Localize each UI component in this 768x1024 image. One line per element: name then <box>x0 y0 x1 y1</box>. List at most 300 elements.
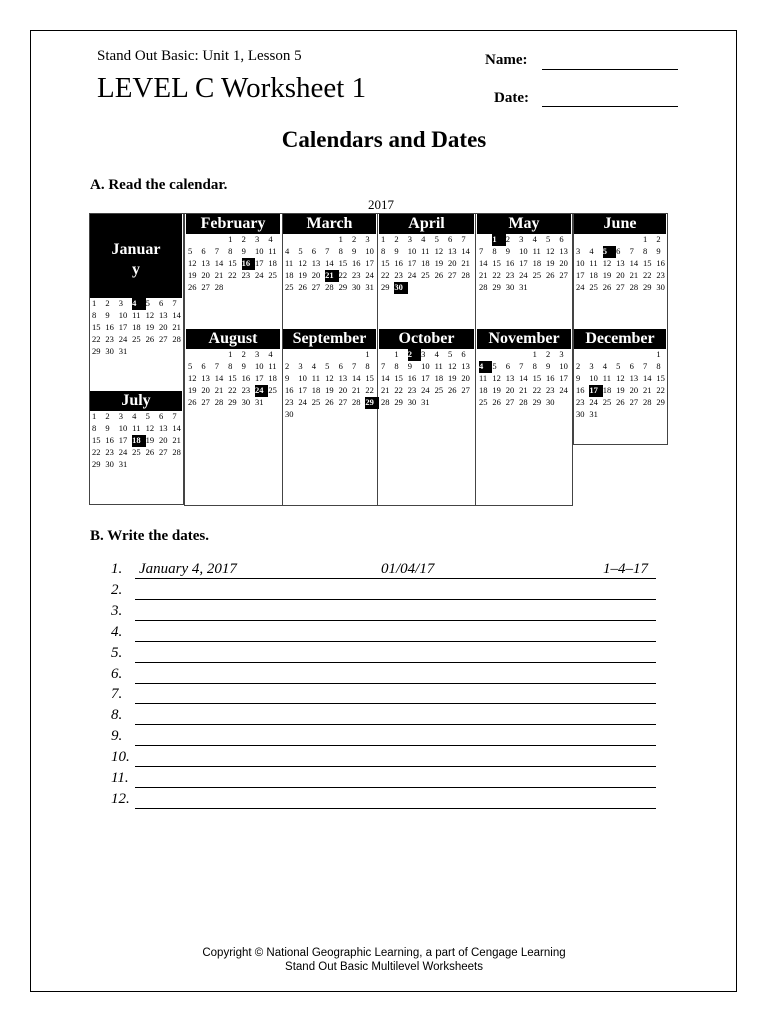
calendar-day: 5 <box>616 360 621 371</box>
calendar-day: 22 <box>492 269 501 280</box>
calendar-day: 19 <box>145 321 155 332</box>
footer-series: Stand Out Basic Multilevel Worksheets <box>285 961 483 973</box>
calendar-day: 21 <box>461 257 470 268</box>
calendar-day: 31 <box>589 408 598 419</box>
calendar-day: 26 <box>298 281 307 292</box>
calendar-day: 24 <box>254 269 264 280</box>
calendar-day: 11 <box>602 372 611 383</box>
calendar-day: 25 <box>285 281 294 292</box>
calendar-day: 9 <box>285 372 290 383</box>
answer-rule <box>135 766 656 767</box>
calendar-day: 12 <box>188 372 197 383</box>
calendar-day: 10 <box>589 372 598 383</box>
calendar-day: 5 <box>145 298 150 308</box>
answer-rule <box>135 808 656 809</box>
calendar-day: 2 <box>105 411 110 421</box>
calendar-day: 28 <box>519 396 528 407</box>
calendar-day: 16 <box>545 372 555 383</box>
calendar-day: 24 <box>298 396 307 407</box>
calendar-day: 16 <box>394 257 403 268</box>
calendar-day: 1 <box>92 411 97 421</box>
calendar-day: 2 <box>408 349 421 361</box>
calendar-day: 6 <box>505 360 511 371</box>
calendar-day: 27 <box>338 396 348 407</box>
calendar-day: 2 <box>576 360 581 371</box>
calendar-day: 16 <box>241 372 251 383</box>
calendar-day: 17 <box>254 372 264 383</box>
calendar-day: 16 <box>351 257 361 268</box>
calendar-month <box>477 214 571 294</box>
calendar-day: 16 <box>105 321 114 332</box>
answer-rule <box>135 599 656 600</box>
lesson-subtitle: Stand Out Basic: Unit 1, Lesson 5 <box>97 48 302 64</box>
calendar-day: 4 <box>602 360 608 371</box>
calendar-day: 8 <box>228 245 233 256</box>
calendar-day: 27 <box>629 396 639 407</box>
calendar-day: 18 <box>268 372 277 383</box>
calendar-day: 3 <box>559 349 564 359</box>
calendar-day: 20 <box>629 384 639 395</box>
calendar-day: 18 <box>434 372 444 383</box>
calendar-day: 19 <box>434 257 444 268</box>
calendar-day: 31 <box>519 281 528 292</box>
date-answer-line[interactable] <box>111 686 656 707</box>
calendar-day: 19 <box>188 269 197 280</box>
answer-rule <box>135 787 656 788</box>
date-answer-line[interactable] <box>111 749 656 770</box>
calendar-day: 19 <box>492 384 501 395</box>
calendar-day: 7 <box>629 245 634 256</box>
calendar-day: 22 <box>656 384 665 395</box>
calendar-day: 13 <box>201 372 210 383</box>
example-numeric-date: 01/04/17 <box>381 561 435 577</box>
calendar-day: 24 <box>118 333 128 344</box>
calendar-day: 17 <box>576 269 585 280</box>
calendar-day: 25 <box>532 269 542 280</box>
calendar-month <box>90 391 182 471</box>
calendar-day: 15 <box>228 372 237 383</box>
line-number: 9. <box>111 728 123 745</box>
calendar-day: 5 <box>325 360 330 371</box>
month-name: March <box>283 214 376 234</box>
calendar-day: 25 <box>311 396 321 407</box>
calendar-day: 1 <box>394 349 399 359</box>
date-answer-line[interactable] <box>111 728 656 749</box>
calendar-day: 25 <box>434 384 444 395</box>
calendar-day: 12 <box>298 257 307 268</box>
calendar-day: 28 <box>214 281 224 292</box>
calendar-day: 26 <box>602 281 612 292</box>
calendar-day: 27 <box>158 446 168 457</box>
line-number: 6. <box>111 665 123 682</box>
calendar-day: 15 <box>338 257 348 268</box>
calendar-day: 28 <box>461 269 470 280</box>
calendar-day: 24 <box>519 269 528 280</box>
calendar-day: 6 <box>201 360 206 371</box>
calendar-day: 7 <box>461 234 466 244</box>
calendar-day: 27 <box>505 396 515 407</box>
calendar-day: 24 <box>118 446 128 457</box>
calendar-day: 27 <box>311 281 321 292</box>
calendar-day: 8 <box>338 245 343 256</box>
section-b-title: B. Write the dates. <box>90 528 210 544</box>
calendar-day: 8 <box>532 360 537 371</box>
calendar-day: 6 <box>338 360 343 371</box>
calendar-day: 21 <box>325 270 338 282</box>
calendar-day: 6 <box>616 245 621 256</box>
calendar-day: 18 <box>421 257 430 268</box>
calendar-day: 10 <box>298 372 307 383</box>
calendar-day: 24 <box>576 281 585 292</box>
calendar-day: 17 <box>559 372 568 383</box>
calendar-day: 13 <box>311 257 321 268</box>
calendar-day: 26 <box>188 396 197 407</box>
calendar-day: 14 <box>629 257 639 268</box>
calendar-day: 17 <box>298 384 307 395</box>
calendar-day: 21 <box>214 269 224 280</box>
page-heading: Calendars and Dates <box>281 127 487 152</box>
calendar-day: 3 <box>576 245 581 256</box>
calendar-day: 13 <box>559 245 568 256</box>
calendar-day: 22 <box>92 446 101 457</box>
calendar-day: 12 <box>434 245 444 256</box>
calendar-day: 1 <box>656 349 661 359</box>
calendar-day: 14 <box>172 422 181 433</box>
calendar-day: 25 <box>589 281 598 292</box>
calendar-day: 18 <box>589 269 598 280</box>
calendar-day: 13 <box>629 372 639 383</box>
calendar-day: 13 <box>616 257 625 268</box>
month-name: September <box>283 329 376 349</box>
calendar-day: 6 <box>447 234 453 244</box>
calendar-day: 9 <box>407 360 413 371</box>
calendar-day: 6 <box>559 234 564 244</box>
answer-rule <box>135 724 656 725</box>
calendar-day: 15 <box>656 372 665 383</box>
calendar-day: 23 <box>576 396 585 407</box>
calendar-day: 4 <box>268 234 273 244</box>
calendar-day: 27 <box>616 281 625 292</box>
answer-rule <box>135 745 656 746</box>
calendar-day: 16 <box>242 258 255 270</box>
calendar-day: 23 <box>407 384 417 395</box>
calendar-day: 25 <box>268 269 277 280</box>
section-a-title: A. Read the calendar. <box>90 177 228 193</box>
calendar-day: 1 <box>228 349 233 359</box>
calendar-day: 31 <box>118 345 128 356</box>
calendar-day: 10 <box>254 360 264 371</box>
calendar-day: 13 <box>158 422 168 433</box>
calendar-day: 25 <box>479 396 488 407</box>
calendar-day: 29 <box>381 281 390 292</box>
calendar-day: 21 <box>214 384 224 395</box>
calendar-day: 12 <box>492 372 501 383</box>
calendar-day: 19 <box>325 384 334 395</box>
calendar-day: 16 <box>656 257 665 268</box>
calendar-day: 15 <box>532 372 542 383</box>
calendar-day: 28 <box>214 396 224 407</box>
calendar-day: 24 <box>255 385 268 397</box>
calendar-day: 4 <box>285 245 290 256</box>
calendar-day: 18 <box>268 257 277 268</box>
calendar-day: 15 <box>394 372 403 383</box>
calendar-day: 14 <box>479 257 488 268</box>
calendar-day: 9 <box>505 245 511 256</box>
calendar-day: 7 <box>214 360 220 371</box>
month-days <box>186 234 280 294</box>
line-number: 5. <box>111 644 123 661</box>
calendar-day: 19 <box>298 269 307 280</box>
calendar-day: 16 <box>285 384 294 395</box>
answer-rule <box>135 578 656 579</box>
calendar-month <box>574 214 666 294</box>
calendar-day: 1 <box>532 349 537 359</box>
calendar-day: 12 <box>145 422 155 433</box>
calendar-day: 11 <box>434 360 443 371</box>
date-answer-line[interactable] <box>111 791 656 812</box>
calendar-day: 8 <box>381 245 386 256</box>
calendar-day: 10 <box>365 245 374 256</box>
calendar-day: 23 <box>241 384 251 395</box>
date-answer-line[interactable] <box>111 582 656 603</box>
date-answer-line[interactable] <box>111 666 656 687</box>
calendar-day: 3 <box>421 349 426 359</box>
calendar-day: 24 <box>407 269 417 280</box>
calendar-day: 13 <box>505 372 515 383</box>
calendar-day: 9 <box>241 245 246 256</box>
calendar-day: 2 <box>505 234 511 244</box>
calendar-day: 23 <box>394 269 403 280</box>
calendar-day: 17 <box>421 372 430 383</box>
calendar-day: 20 <box>158 321 168 332</box>
calendar-day: 9 <box>351 245 357 256</box>
calendar-day: 3 <box>254 234 260 244</box>
calendar-day: 4 <box>132 411 137 421</box>
calendar-day: 30 <box>241 396 251 407</box>
calendar-day: 17 <box>254 257 264 268</box>
month-name: February <box>186 214 280 234</box>
line-number: 12. <box>111 790 130 807</box>
month-name: November <box>477 329 571 349</box>
answer-rule <box>135 641 656 642</box>
calendar-month <box>186 214 280 294</box>
calendar-day: 18 <box>602 384 612 395</box>
date-answer-line[interactable] <box>111 645 656 666</box>
calendar-day: 25 <box>132 333 141 344</box>
calendar-day: 31 <box>365 281 374 292</box>
calendar-day: 5 <box>447 349 453 359</box>
calendar-day: 23 <box>351 269 361 280</box>
calendar-day: 9 <box>241 360 246 371</box>
calendar-day: 4 <box>589 245 594 256</box>
calendar-day: 14 <box>172 309 181 320</box>
calendar-day: 10 <box>407 245 417 256</box>
calendar-day: 4 <box>311 360 317 371</box>
calendar-day: 11 <box>479 372 488 383</box>
calendar-day: 2 <box>285 360 290 371</box>
calendar-day: 29 <box>338 281 348 292</box>
calendar-day: 16 <box>407 372 417 383</box>
calendar-day: 7 <box>172 298 177 308</box>
example-written-date: January 4, 2017 <box>139 561 237 577</box>
calendar-day: 14 <box>642 372 652 383</box>
calendar-day: 29 <box>92 345 101 356</box>
calendar-day: 11 <box>268 245 277 256</box>
calendar-day: 20 <box>338 384 348 395</box>
worksheet-title: LEVEL C Worksheet 1 <box>97 72 367 104</box>
calendar-day: 9 <box>576 372 581 383</box>
calendar-day: 11 <box>311 372 320 383</box>
calendar-day: 18 <box>285 269 294 280</box>
calendar-day: 12 <box>616 372 625 383</box>
calendar-day: 1 <box>228 234 233 244</box>
calendar-day: 14 <box>214 372 224 383</box>
calendar-day: 6 <box>629 360 634 371</box>
calendar-day: 2 <box>545 349 551 359</box>
date-field[interactable] <box>542 106 678 107</box>
calendar-day: 30 <box>105 458 114 469</box>
line-number: 8. <box>111 707 123 724</box>
calendar-day: 31 <box>118 458 128 469</box>
calendar-day: 23 <box>105 333 114 344</box>
calendar-day: 15 <box>92 434 101 445</box>
calendar-day: 2 <box>241 349 246 359</box>
calendar-day: 6 <box>158 411 164 421</box>
date-answer-line[interactable] <box>111 707 656 728</box>
calendar-day: 3 <box>118 411 124 421</box>
date-label: Date: <box>494 90 529 106</box>
calendar-day: 2 <box>656 234 661 244</box>
calendar-day: 11 <box>285 257 294 268</box>
calendar-day: 2 <box>105 298 110 308</box>
calendar-day: 29 <box>642 281 652 292</box>
calendar-day: 9 <box>656 245 661 256</box>
calendar-day: 17 <box>365 257 374 268</box>
month-days <box>283 349 376 420</box>
calendar-day: 21 <box>642 384 652 395</box>
date-answer-line[interactable] <box>111 770 656 791</box>
calendar-day: 25 <box>268 384 277 395</box>
calendar-day: 2 <box>394 234 399 244</box>
calendar-day: 20 <box>616 269 625 280</box>
calendar-day: 13 <box>447 245 457 256</box>
calendar-day: 22 <box>228 269 237 280</box>
calendar-day: 18 <box>132 321 141 332</box>
calendar-day: 24 <box>589 396 598 407</box>
calendar-day: 14 <box>461 245 470 256</box>
calendar-day: 4 <box>132 298 145 310</box>
date-answer-line[interactable] <box>111 624 656 645</box>
calendar-month <box>283 214 376 294</box>
calendar-day: 6 <box>201 245 206 256</box>
calendar-day: 11 <box>421 245 430 256</box>
calendar-day: 18 <box>479 384 488 395</box>
calendar-month <box>379 329 474 409</box>
calendar-month <box>477 329 571 409</box>
calendar-day: 5 <box>188 245 193 256</box>
calendar-day: 17 <box>118 321 128 332</box>
calendar-day: 26 <box>188 281 197 292</box>
calendar-day: 25 <box>132 446 141 457</box>
calendar-day: 2 <box>351 234 357 244</box>
name-field[interactable] <box>542 69 678 70</box>
calendar-day: 30 <box>407 396 417 407</box>
calendar-day: 5 <box>492 360 497 371</box>
calendar-day: 20 <box>505 384 515 395</box>
line-number: 3. <box>111 602 123 619</box>
calendar-day: 9 <box>105 309 110 320</box>
calendar-day: 26 <box>492 396 501 407</box>
calendar-day: 28 <box>642 396 652 407</box>
calendar-day: 11 <box>268 360 277 371</box>
calendar-day: 20 <box>461 372 470 383</box>
calendar-day: 6 <box>461 349 466 359</box>
calendar-day: 28 <box>325 281 334 292</box>
calendar-day: 29 <box>656 396 665 407</box>
calendar-day: 4 <box>434 349 439 359</box>
calendar-month <box>379 214 474 294</box>
calendar-day: 14 <box>519 372 528 383</box>
calendar-day: 21 <box>172 434 181 445</box>
calendar-day: 10 <box>576 257 585 268</box>
month-name: July <box>90 391 182 411</box>
month-days <box>477 234 571 294</box>
month-days <box>574 234 666 294</box>
calendar-day: 3 <box>118 298 124 308</box>
calendar-day: 19 <box>545 257 555 268</box>
calendar-day: 11 <box>589 257 598 268</box>
calendar-day: 30 <box>105 345 114 356</box>
calendar-day: 1 <box>365 349 370 359</box>
footer-copyright: Copyright © National Geographic Learning, a part of Cengage Learning <box>202 947 566 959</box>
calendar-day: 8 <box>92 422 97 433</box>
calendar-day: 26 <box>145 333 155 344</box>
calendar-day: 12 <box>325 372 334 383</box>
calendar-day: 29 <box>532 396 542 407</box>
calendar-day: 7 <box>479 245 484 256</box>
calendar-day: 7 <box>642 360 648 371</box>
calendar-day: 21 <box>519 384 528 395</box>
calendar-day: 22 <box>338 269 348 280</box>
calendar-day: 4 <box>421 234 426 244</box>
calendar-day: 12 <box>447 360 457 371</box>
calendar-day: 23 <box>105 446 114 457</box>
calendar-day: 23 <box>656 269 665 280</box>
calendar-day: 21 <box>351 384 361 395</box>
calendar-day: 9 <box>545 360 551 371</box>
calendar-day: 26 <box>545 269 555 280</box>
calendar-day: 16 <box>576 384 585 395</box>
month-days <box>186 349 280 409</box>
month-days <box>283 234 376 294</box>
calendar-day: 15 <box>92 321 101 332</box>
calendar-day: 27 <box>201 281 210 292</box>
date-answer-line[interactable] <box>111 603 656 624</box>
calendar-day: 9 <box>105 422 110 433</box>
calendar-day: 21 <box>479 269 488 280</box>
calendar-day: 8 <box>642 245 648 256</box>
month-name: Januar y <box>90 214 182 298</box>
calendar-day: 13 <box>158 309 168 320</box>
calendar-month <box>90 214 182 358</box>
calendar-day: 22 <box>394 384 403 395</box>
calendar-day: 12 <box>545 245 555 256</box>
calendar-day: 29 <box>492 281 501 292</box>
calendar-day: 3 <box>254 349 260 359</box>
calendar-day: 30 <box>505 281 515 292</box>
month-days <box>477 349 571 409</box>
calendar-day: 13 <box>338 372 348 383</box>
